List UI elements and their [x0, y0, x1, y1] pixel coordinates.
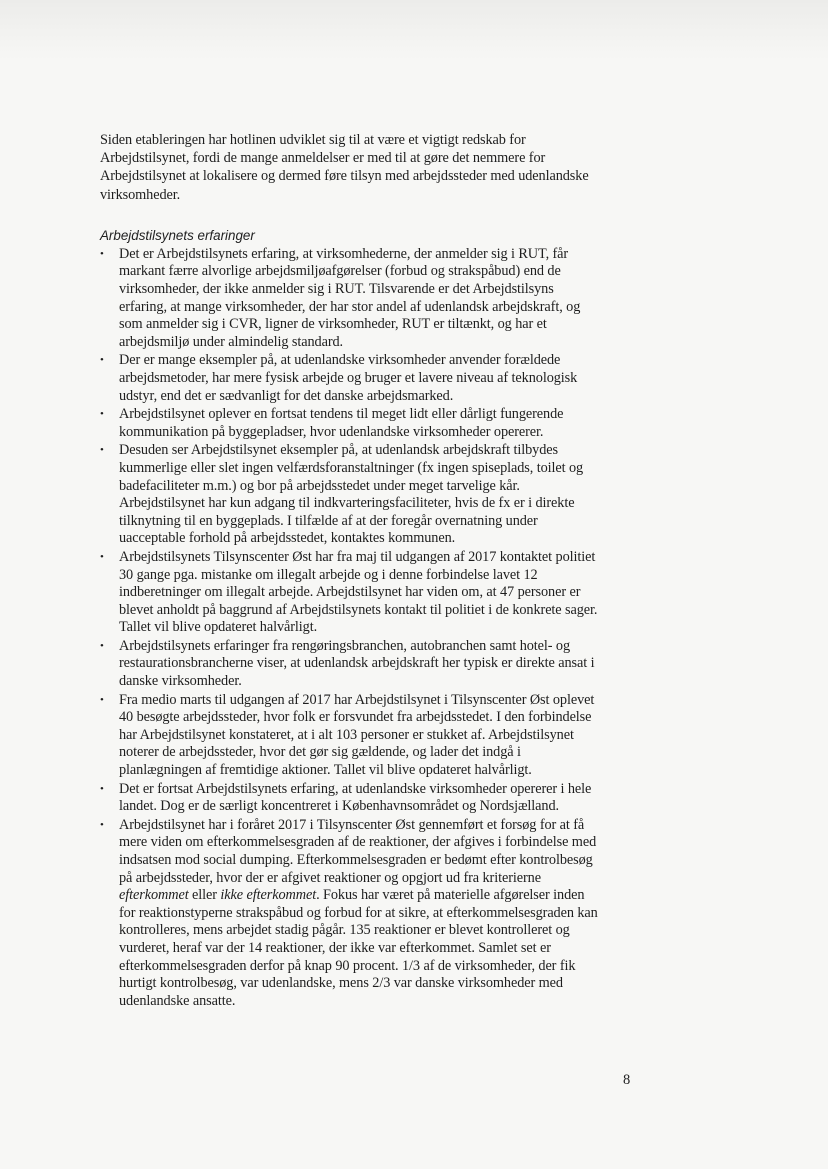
bullet-item [100, 638, 600, 691]
bullet-icon: • [100, 247, 104, 260]
bullet-text: Der er mange eksempler på, at udenlandske virksomheder anvender forældede arbejdsmetoder, har mere fysisk arbejde og bruger et lavere niveau af teknologisk udstyr, end det er sædvanligt for det danske arbejdsmarked. [119, 352, 578, 404]
bullet-text: Det er Arbejdstilsynets erfaring, at virksomhederne, der anmelder sig i RUT, får markant færre alvorlige arbejdsmiljøafgørelser (forbud og strakspåbud) end de virksomheder, der ikke anmelder sig i RUT. Tilsvarende er det Arbejdstilsyns erfaring, at mange virksomheder, der har stor andel af udenlandsk arbejdskraft, og som anmelder sig i CVR, ligner de virksomheder, RUT er tiltænkt, og har et arbejdsmiljø under almindelig standard. [119, 245, 581, 350]
section-heading: Arbejdstilsynets erfaringer [100, 227, 255, 243]
bullet-item [100, 246, 600, 352]
bullet-item [100, 406, 600, 441]
scan-shading [0, 0, 828, 60]
bullet-text-part: eller [188, 887, 221, 904]
bullet-text: Arbejdstilsynet oplever en fortsat tendens til meget lidt eller dårligt fungerende kommunikation på byggepladser, hvor udenlandske virksomheder opererer. [119, 406, 564, 440]
bullet-text: Arbejdstilsynets erfaringer fra rengøringsbranchen, autobranchen samt hotel- og restaurationsbrancherne viser, at udenlandsk arbejdskraft her typisk er direkte ansat i danske virksomheder. [119, 637, 595, 690]
bullet-text: Det er fortsat Arbejdstilsynets erfaring, at udenlandske virksomheder opererer i hele landet. Dog er de særligt koncentreret i Københavnsområdet og Nordsjælland. [119, 780, 592, 815]
bullet-text-part: . Fokus har været på materielle afgørelser inden for reaktionstyperne strakspåbud og forbud for at sikre, at efterkommelsesgraden kan kontrolleres, mens arbejdet stadig pågår. 135 reaktioner er blevet kontrolleret og vurderet, heraf var der 14 reaktioner, der ikke var efterkommet. Samlet set er efterkommelsesgraden derfor på knap 90 procent. 1/3 af de virksomheder, der fik hurtigt kontrolbesøg, var udenlandske, mens 2/3 var danske virksomheder med udenlandske ansatte. [119, 887, 598, 1009]
bullet-icon: • [100, 550, 104, 563]
bullet-icon: • [100, 408, 104, 421]
page-content [100, 131, 600, 1011]
bullet-item [100, 352, 600, 405]
bullet-icon: • [100, 693, 104, 706]
bullet-icon: • [100, 782, 104, 795]
bullet-item [100, 442, 600, 548]
emphasis-efterkommet: efterkommet [119, 887, 189, 904]
bullet-list [100, 246, 600, 1011]
bullet-icon: • [100, 354, 104, 367]
bullet-text [119, 817, 598, 1009]
bullet-icon: • [100, 818, 104, 831]
bullet-text: Arbejdstilsynets Tilsynscenter Øst har fra maj til udgangen af 2017 kontaktet politiet 30 gange pga. mistanke om illegalt arbejde og i denne forbindelse lavet 12 indberetninger om illegalt arbejde. Arbejdstilsynet har viden om, at 47 personer er blevet anholdt på baggrund af Arbejdstilsynets kontakt til politiet i de konkrete sager. Tallet vil blive opdateret halvårligt. [119, 548, 598, 636]
intro-paragraph: Siden etableringen har hotlinen udviklet sig til at være et vigtigt redskab for Arbejdstilsynet, fordi de mange anmeldelser er med til at gøre det nemmere for Arbejdstilsynet at lokalisere og dermed føre tilsyn med arbejdssteder med udenlandske virksomheder. [100, 132, 589, 203]
bullet-item [100, 781, 600, 816]
bullet-icon: • [100, 444, 104, 457]
emphasis-ikke-efterkommet: ikke efterkommet [220, 887, 317, 904]
bullet-item [100, 817, 600, 1011]
bullet-icon: • [100, 639, 104, 652]
bullet-text: Fra medio marts til udgangen af 2017 har Arbejdstilsynet i Tilsynscenter Øst oplevet 40 besøgte arbejdssteder, hvor folk er forsvundet fra arbejdsstedet. I den forbindelse har Arbejdstilsynet konstateret, at i alt 103 personer er stukket af. Arbejdstilsynet noterer de arbejdssteder, hvor det gør sig gældende, og lader det indgå i planlægningen af fremtidige aktioner. Tallet vil blive opdateret halvårligt. [119, 691, 595, 779]
bullet-item [100, 692, 600, 780]
page-number: 8 [623, 1072, 631, 1088]
bullet-text: Desuden ser Arbejdstilsynet eksempler på, at udenlandsk arbejdskraft tilbydes kummerlige eller slet ingen velfærdsforanstaltninger (fx ingen spiseplads, toilet og badefaciliteter m.m.) og bor på arbejdsstedet under meget tarvelige kår. Arbejdstilsynet har kun adgang til indkvarteringsfaciliteter, hvis de fx er i direkte tilknytning til en byggeplads. I tilfælde af at der foregår overnatning under uacceptable forhold på arbejdsstedet, kontaktes kommunen. [119, 442, 584, 547]
bullet-item [100, 549, 600, 637]
bullet-text-part: Arbejdstilsynet har i foråret 2017 i Tilsynscenter Øst gennemført et forsøg for at få mere viden om efterkommelsesgraden af de reaktioner, der afgives i forbindelse med indsatsen mod social dumping. Efterkommelsesgraden er bedømt efter kontrolbesøg på arbejdssteder, hvor der er afgivet reaktioner og opgjort ud fra kriterierne [119, 816, 597, 886]
